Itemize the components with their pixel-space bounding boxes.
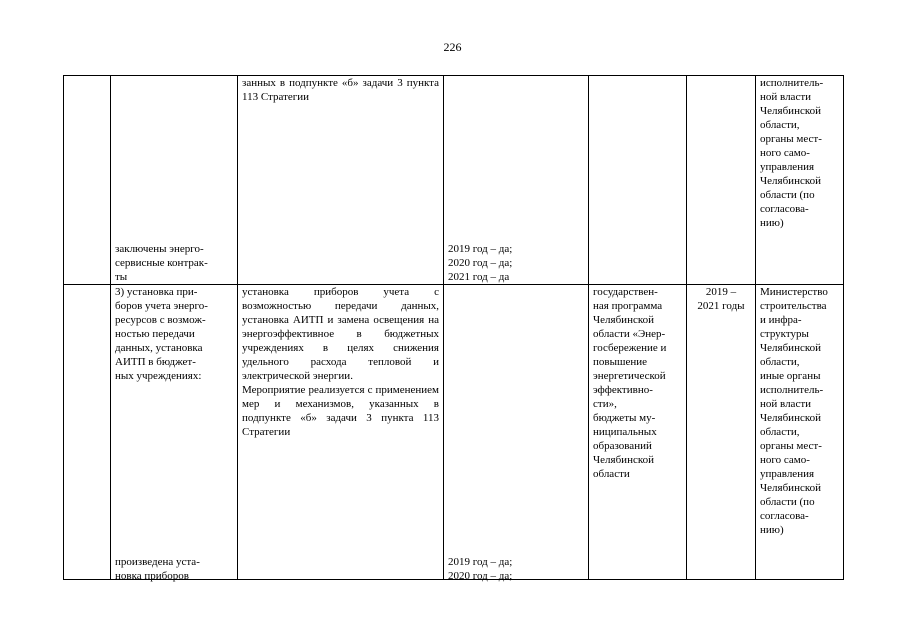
years-values-cell: 2019 год – да; 2020 год – да; 2021 год – да	[444, 76, 589, 285]
plan-table	[63, 75, 844, 580]
description-cell: установка приборов учета с возможностью передачи данных, установка АИТП и замена освещения на энергоэффективное в бюджетных учреждениях в целях снижения удельного расхода тепловой и электрической энергии. Мероприятие реализуется с применением мер и механизмов, указанных в подпункте «б» задачи 3 пункта 113 Стратегии	[238, 285, 444, 580]
indicator-cell	[111, 76, 238, 285]
description-cell: занных в подпункте «б» задачи 3 пункта 113 Стратегии	[238, 76, 444, 285]
indicator-result: заключены энерго- сервисные контрак- ты	[115, 243, 208, 283]
years-values-cell: 2019 год – да; 2020 год – да;	[444, 285, 589, 580]
table-row	[64, 76, 844, 285]
indicator-title: 3) установка при- боров учета энерго- ресурсов с возмож- ностью передачи данных, установка АИТП в бюджет- ных учреждениях:	[115, 286, 208, 382]
responsible-cell: исполнитель- ной власти Челябинской области, органы мест- ного само- управления Челябинской области (по согласова- нию)	[756, 76, 844, 285]
source-cell: государствен- ная программа Челябинской области «Энер- госбережение и повышение энергетической эффективно- сти», бюджеты му- ниципальных образований Челябинской области	[589, 285, 687, 580]
row-number-cell	[64, 76, 111, 285]
indicator-cell	[111, 285, 238, 580]
indicator-result: произведена уста- новка приборов	[115, 556, 200, 582]
period-cell	[687, 76, 756, 285]
page-number: 226	[443, 40, 462, 54]
responsible-cell: Министерство строительства и инфра- структуры Челябинской области, иные органы исполнитель- ной власти Челябинской области, органы мест- ного само- управления Челябинской области (по согласова- нию)	[756, 285, 844, 580]
period-cell: 2019 – 2021 годы	[687, 285, 756, 580]
row-number-cell	[64, 285, 111, 580]
table-row	[64, 285, 844, 580]
source-cell	[589, 76, 687, 285]
